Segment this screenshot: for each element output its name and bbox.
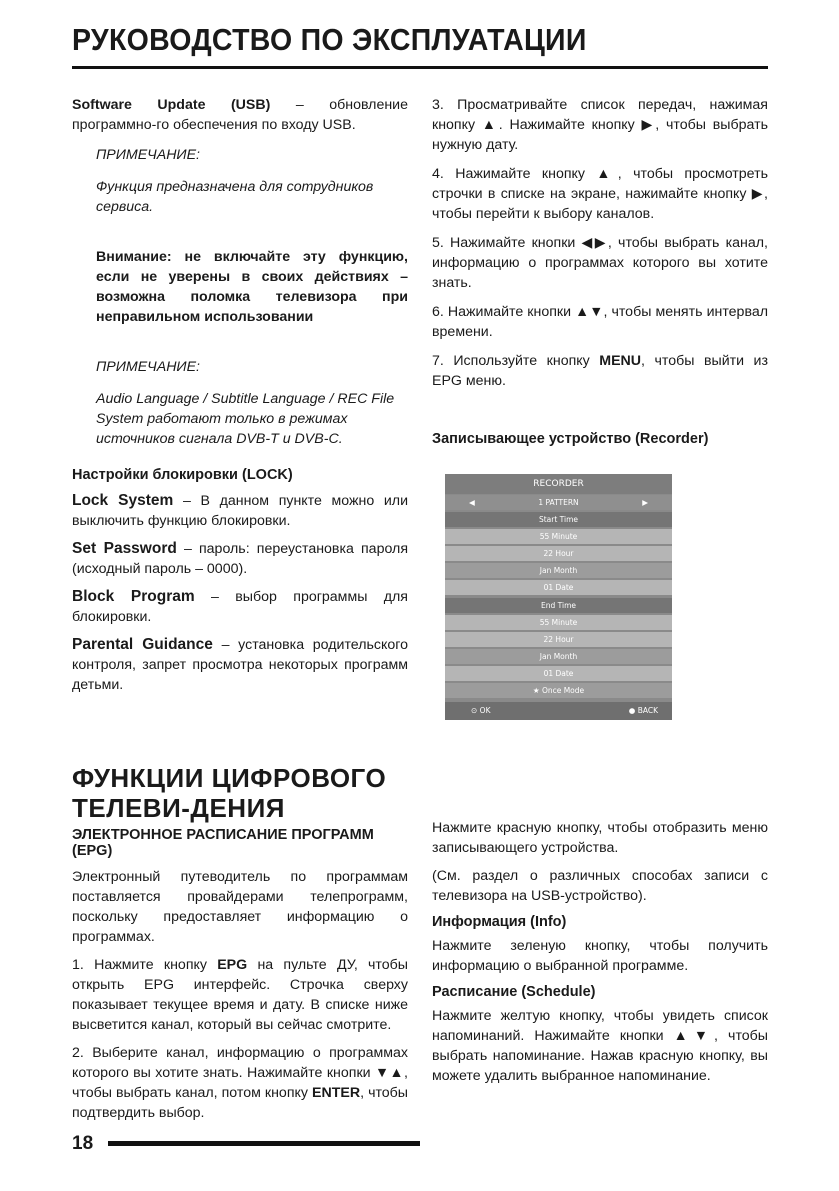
enter-key: ENTER [312,1085,361,1101]
block-program-term: Block Program [72,588,195,605]
lock-system-term: Lock System [72,492,174,509]
right-column-top [432,95,768,447]
epg-step7 [432,351,768,391]
right-arrow-icon[interactable]: ▶ [642,498,648,507]
step2-text-a: 2. Выберите канал, информацию о программах которого вы хотите знать. Нажимайте кнопки ▼▲, чтобы выбрать канал, потом кнопку [72,1045,408,1101]
right-column-bottom [432,818,768,1086]
schedule-heading: Расписание (Schedule) [432,984,596,1000]
mode-row[interactable] [445,683,672,698]
step7-text-c: , чтобы выйти из EPG меню. [432,353,768,389]
start-time-row[interactable]: Start Time [445,512,672,527]
start-date-row[interactable]: 01 Date [445,580,672,595]
left-arrow-icon[interactable]: ◀ [469,498,475,507]
epg-step2 [72,1043,408,1123]
note1-text: Функция предназначена для сотрудников сервиса. [96,179,374,215]
warning-text: Внимание: не включайте эту функцию, если не уверены в своих действиях – возможна поломка телевизора при неправильном использовании [96,249,408,325]
epg-key: EPG [217,957,248,973]
epg-step1 [72,955,408,1035]
software-update-text: – обновление программно-го обеспечения по входу USB. [72,97,408,133]
schedule-text: Нажмите желтую кнопку, чтобы увидеть список напоминаний. Нажимайте кнопки ▲▼, чтобы выбрать напоминание. Нажав красную кнопку, вы можете удалить выбранное напоминание. [432,1008,768,1084]
step2-text-c: , чтобы подтвердить выбор. [72,1085,409,1121]
end-date-row[interactable]: 01 Date [445,666,672,681]
recorder-footer [445,702,672,720]
ok-icon: ⊙ [471,706,480,715]
see-section-text: (См. раздел о различных способах записи с телевизора на USB-устройство). [432,868,768,904]
end-hour-row[interactable]: 22 Hour [445,632,672,647]
epg-step3: 3. Просматривайте список передач, нажимая кнопку ▲. Нажимайте кнопку ▶, чтобы выбрать нужную дату. [432,97,768,153]
star-icon: ★ [532,686,542,695]
start-hour-row[interactable]: 22 Hour [445,546,672,561]
parental-paragraph [72,635,408,695]
back-button[interactable] [629,702,658,720]
lock-system-paragraph [72,491,408,531]
recorder-screen [445,474,672,720]
epg-step6: 6. Нажимайте кнопки ▲▼, чтобы менять интервал времени. [432,304,768,340]
page-number: 18 [72,1133,94,1154]
note1-label: ПРИМЕЧАНИЕ: [96,147,200,163]
epg-intro: Электронный путеводитель по программам поставляется провайдерами телепрограмм, поскольку предоставляет информацию о программах. [72,869,408,945]
page-title: РУКОВОДСТВО ПО ЭКСПЛУАТАЦИИ [72,22,587,57]
note2-text: Audio Language / Subtitle Language / REC File System работают только в режимах источников сигнала DVB-T и DVB-C. [96,391,395,447]
back-label: BACK [637,706,658,715]
software-update-paragraph [72,95,408,135]
red-button-text: Нажмите красную кнопку, чтобы отобразить меню записывающего устройства. [432,820,768,856]
end-month-row[interactable]: Jan Month [445,649,672,664]
recorder-title: RECORDER [445,474,672,494]
parental-text: – установка родительского контроля, запрет просмотра некоторых программ детьми. [72,637,408,693]
end-time-row[interactable]: End Time [445,598,672,613]
lock-heading: Настройки блокировки (LOCK) [72,467,293,483]
info-text: Нажмите зеленую кнопку, чтобы получить информацию о выбранной программе. [432,938,768,974]
lock-section [72,467,408,695]
epg-heading: ЭЛЕКТРОННОЕ РАСПИСАНИЕ ПРОГРАММ (EPG) [72,827,374,859]
start-month-row[interactable]: Jan Month [445,563,672,578]
set-password-text: – пароль: переустановка пароля (исходный пароль – 0000). [72,541,409,577]
set-password-term: Set Password [72,540,177,557]
note2-label: ПРИМЕЧАНИЕ: [96,359,200,375]
ok-label: OK [479,706,491,715]
set-password-paragraph [72,539,408,579]
digital-section [72,763,408,1123]
epg-step5: 5. Нажимайте кнопки ◀▶, чтобы выбрать канал, информацию о программах которого вы хотите знать. [432,235,768,291]
digital-heading: ФУНКЦИИ ЦИФРОВОГО ТЕЛЕВИ-ДЕНИЯ [72,763,387,823]
parental-term: Parental Guidance [72,636,213,653]
pattern-label: 1 PATTERN [538,498,579,507]
pattern-row[interactable] [445,495,672,510]
menu-key: MENU [599,353,642,369]
left-column-top [72,95,408,449]
step7-text-a: 7. Используйте кнопку [432,353,600,369]
ok-button[interactable] [471,702,491,720]
start-minute-row[interactable]: 55 Minute [445,529,672,544]
lock-system-text: – В данном пункте можно или выключить функцию блокировки. [72,493,408,529]
epg-step4: 4. Нажимайте кнопку ▲, чтобы просмотреть строчки в списке на экране, нажимайте кнопку ▶, чтобы перейти к выбору каналов. [432,166,768,222]
title-rule [72,66,768,69]
end-minute-row[interactable]: 55 Minute [445,615,672,630]
software-update-term: Software Update (USB) [72,97,271,113]
step1-text-c: на пульте ДУ, чтобы открыть EPG интерфейс. Строчка сверху показывает текущее время и дату. В списке ниже высветится канал, который вы сейчас смотрите. [72,957,408,1033]
footer-rule [108,1141,420,1146]
block-program-paragraph [72,587,408,627]
step1-text-a: 1. Нажмите кнопку [72,957,218,973]
back-icon: ● [628,706,638,715]
info-heading: Информация (Info) [432,914,567,930]
mode-label: Once Mode [541,686,585,695]
recorder-heading: Записывающее устройство (Recorder) [432,431,709,447]
block-program-text: – выбор программы для блокировки. [72,589,408,625]
